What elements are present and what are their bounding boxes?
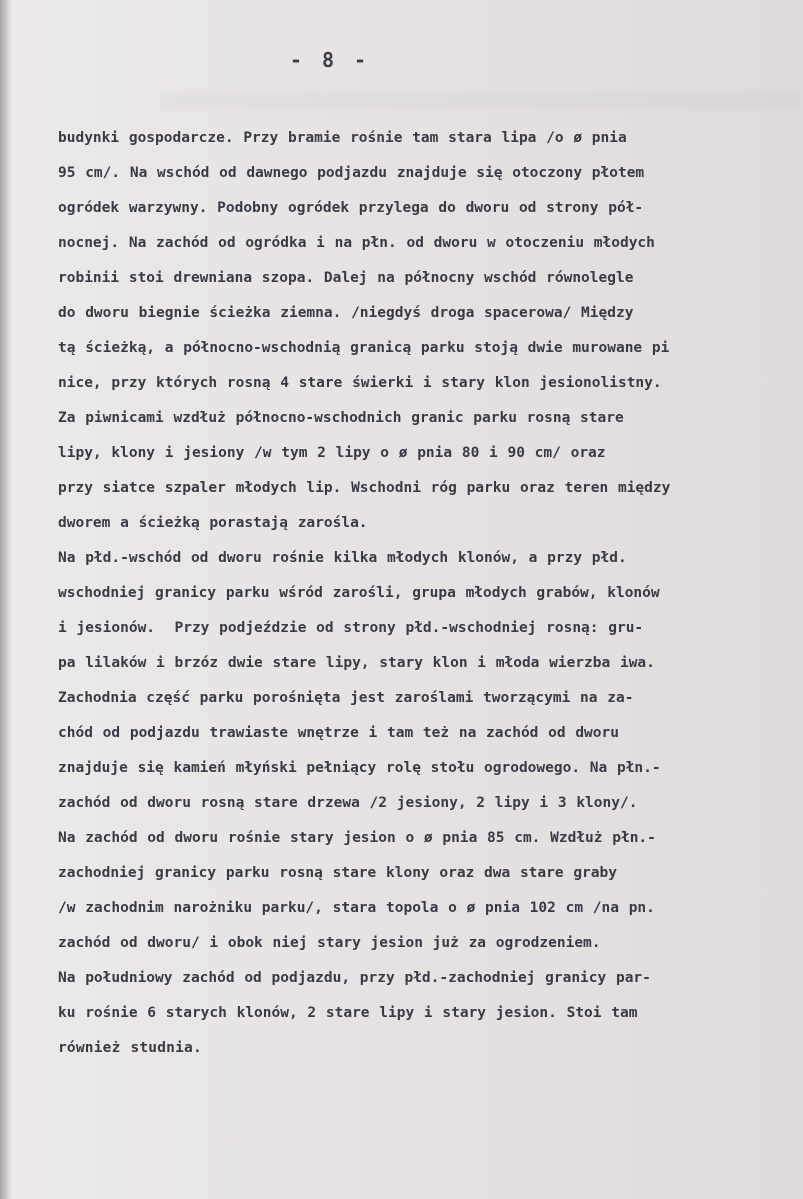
text-line: nocnej. Na zachód od ogródka i na płn. od dworu w otoczeniu młodych — [58, 235, 655, 251]
text-line: /w zachodnim narożniku parku/, stara topola o ø pnia 102 cm /na pn. — [58, 900, 655, 916]
text-line: pa lilaków i brzóz dwie stare lipy, stary klon i młoda wierzba iwa. — [58, 655, 655, 671]
text-line: Zachodnia część parku porośnięta jest zaroślami tworzącymi na za- — [58, 690, 634, 706]
typewritten-body — [58, 121, 803, 1066]
text-line: dworem a ścieżką porastają zarośla. — [58, 515, 368, 531]
page-number: - 8 - — [289, 48, 371, 72]
text-line: lipy, klony i jesiony /w tym 2 lipy o ø pnia 80 i 90 cm/ oraz — [58, 445, 606, 461]
text-line: 95 cm/. Na wschód od dawnego podjazdu znajduje się otoczony płotem — [58, 165, 645, 181]
text-line: wschodniej granicy parku wśród zarośli, grupa młodych grabów, klonów — [58, 585, 660, 601]
text-line: do dworu biegnie ścieżka ziemna. /niegdyś droga spacerowa/ Między — [58, 305, 634, 321]
text-line: Za piwnicami wzdłuż północno-wschodnich granic parku rosną stare — [58, 410, 624, 426]
text-line: chód od podjazdu trawiaste wnętrze i tam też na zachód od dworu — [58, 725, 619, 741]
text-line: znajduje się kamień młyński pełniący rolę stołu ogrodowego. Na płn.- — [58, 760, 661, 776]
text-line: robinii stoi drewniana szopa. Dalej na północny wschód równolegle — [58, 270, 634, 286]
text-line: przy siatce szpaler młodych lip. Wschodni róg parku oraz teren między — [58, 480, 671, 496]
text-line: zachodniej granicy parku rosną stare klony oraz dwa stare graby — [58, 865, 617, 881]
text-line: również studnia. — [58, 1040, 202, 1056]
text-line: nice, przy których rosną 4 stare świerki i stary klon jesionolistny. — [58, 375, 662, 391]
text-line: zachód od dworu/ i obok niej stary jesion już za ogrodzeniem. — [58, 935, 601, 951]
text-line: i jesionów. Przy podjeździe od strony płd.-wschodniej rosną: gru- — [58, 620, 644, 636]
text-line: ku rośnie 6 starych klonów, 2 stare lipy i stary jesion. Stoi tam — [58, 1005, 638, 1021]
reverse-side-show-through — [160, 92, 800, 110]
page-edge-shadow — [0, 0, 12, 1199]
text-line: Na południowy zachód od podjazdu, przy płd.-zachodniej granicy par- — [58, 970, 651, 986]
text-line: tą ścieżką, a północno-wschodnią granicą parku stoją dwie murowane pi — [58, 340, 670, 356]
text-line: ogródek warzywny. Podobny ogródek przylega do dworu od strony pół- — [58, 200, 644, 216]
text-line: Na zachód od dworu rośnie stary jesion o ø pnia 85 cm. Wzdłuż płn.- — [58, 830, 656, 846]
text-line: zachód od dworu rosną stare drzewa /2 jesiony, 2 lipy i 3 klony/. — [58, 795, 638, 811]
text-line: Na płd.-wschód od dworu rośnie kilka młodych klonów, a przy płd. — [58, 550, 627, 566]
text-line: budynki gospodarcze. Przy bramie rośnie tam stara lipa /o ø pnia — [58, 130, 627, 146]
